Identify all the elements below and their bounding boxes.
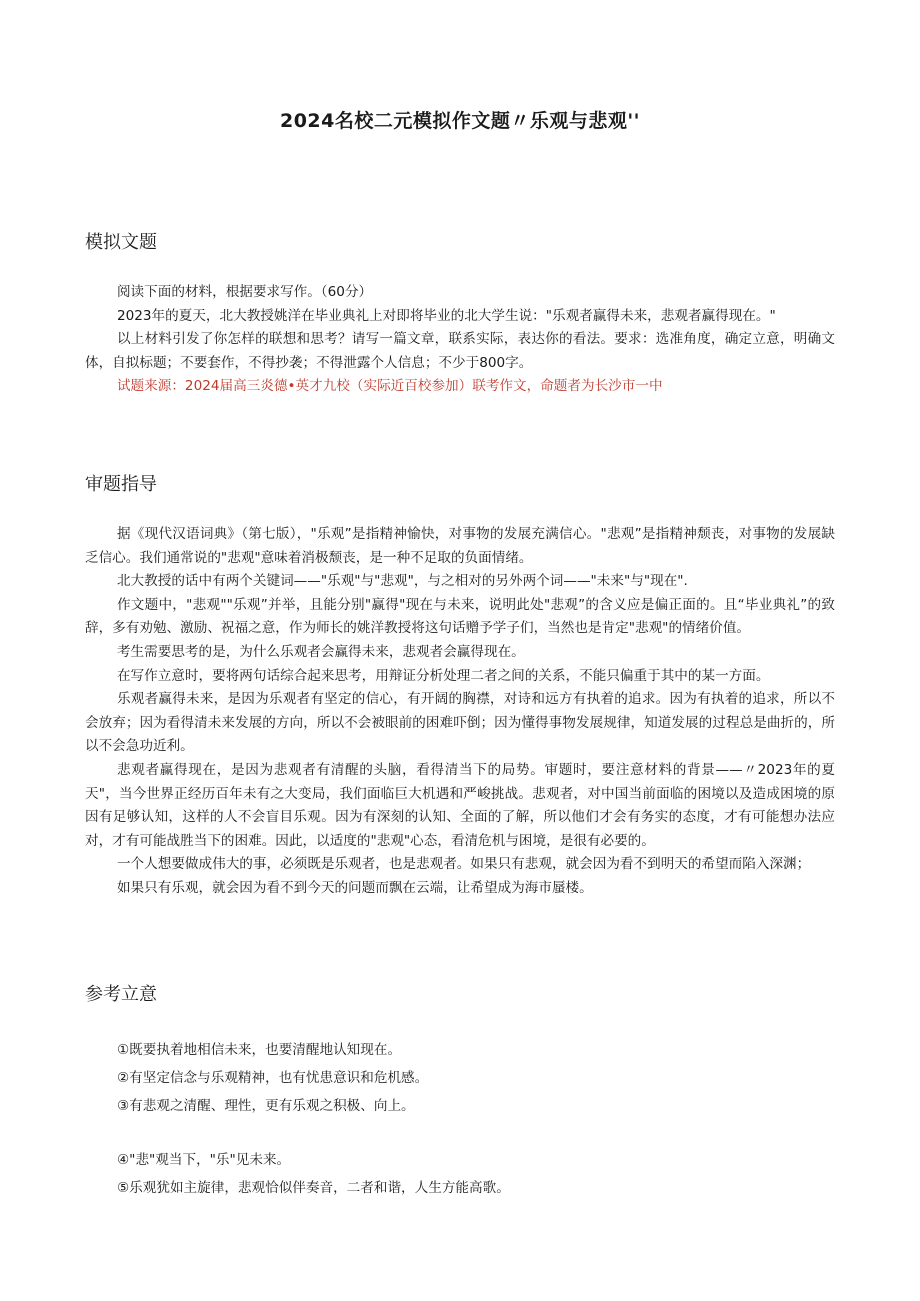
document-title: 2024名校二元模拟作文题〃乐观与悲观'' — [279, 110, 640, 132]
analysis-paragraph: 作文题中，"悲观""乐观”并举，且能分别"赢得"现在与未来，说明此处"悲观”的含义应是偏正面的。且“毕业典礼”的致辞，多有劝勉、激励、祝福之意，作为师长的姚洋教授将这句话赠予学子们，当然也是肯定"悲观"的情绪价值。 — [85, 596, 835, 637]
mock-prompt-body — [85, 281, 835, 399]
list-item: ②有坚定信念与乐观精神，也有忧患意识和危机感。 — [117, 1070, 429, 1086]
list-spacer — [117, 1120, 510, 1146]
analysis-paragraph: 据《现代汉语词典》（第七版），"乐观”是指精神愉快，对事物的发展充满信心。"悲观”是指精神颓丧，对事物的发展缺乏信心。我们通常说的"悲观"意味着消极颓丧，是一种不足取的负面情绪。 — [85, 526, 835, 566]
list-item: ③有悲观之清醒、理性，更有乐观之积极、向上。 — [117, 1098, 415, 1114]
prompt-source: 试题来源：2024届高三炎德•英才九校（实际近百校参加）联考作文，命题者为长沙市一中 — [116, 378, 663, 395]
analysis-paragraph: 乐观者赢得未来，是因为乐观者有坚定的信心，有开阔的胸襟，对诗和远方有执着的追求。因为有执着的追求，所以不会放弃；因为看得清未来发展的方向，所以不会被眼前的困难吓倒；因为懂得事物发展规律，知道发展的过程总是曲折的，所以不会急功近利。 — [85, 691, 835, 755]
list-item: ⑤乐观犹如主旋律，悲观恰似伴奏音，二者和谐，人生方能高歌。 — [117, 1180, 510, 1196]
reference-ideas-list — [117, 1036, 510, 1202]
prompt-material: 2023年的夏天，北大教授姚洋在毕业典礼上对即将毕业的北大学生说："乐观者赢得未来，悲观者赢得现在。" — [116, 307, 776, 324]
prompt-requirements: 以上材料引发了你怎样的联想和思考？请写一篇文章，联系实际，表达你的看法。要求：选准角度，确定立意，明确文体，自拟标题；不要套作，不得抄袭；不得泄露个人信息；不少于800字。 — [85, 331, 835, 371]
section-heading-reference-ideas: 参考立意 — [85, 984, 157, 1005]
analysis-continuation: 如果只有乐观，就会因为看不到今天的问题而飘在云端，让希望成为海市蜃楼。 — [116, 879, 593, 896]
analysis-paragraph: 考生需要思考的是，为什么乐观者会赢得未来，悲观者会赢得现在。 — [116, 643, 525, 660]
analysis-paragraph: 悲观者赢得现在，是因为悲观者有清醒的头脑，看得清当下的局势。审题时，要注意材料的背景——〃2023年的夏天"，当今世界正经历百年未有之大变局，我们面临巨大机遇和严峻挑战。悲观者，对中国当前面临的困境以及造成困境的原因有足够认知，这样的人不会盲目乐观。因为有深刻的认知、全面的了解，所以他们才会有务实的态度，才有可能想办法应对，才有可能战胜当下的困难。因此，以适度的"悲观"心态，看清危机与困境，是很有必要的。 — [85, 761, 835, 849]
list-item: ④"悲"观当下，"乐"见未来。 — [117, 1152, 291, 1168]
prompt-instruction: 阅读下面的材料，根据要求写作。（60分） — [116, 284, 373, 300]
analysis-paragraph: 在写作立意时，要将两句话综合起来思考，用辩证分析处理二者之间的关系，不能只偏重于其中的某一方面。 — [116, 667, 770, 684]
analysis-body — [85, 523, 835, 901]
analysis-paragraph: 一个人想要做成伟大的事，必须既是乐观者，也是悲观者。如果只有悲观，就会因为看不到明天的希望而陷入深渊； — [116, 856, 811, 873]
section-heading-mock-prompt: 模拟文题 — [85, 232, 157, 253]
analysis-paragraph: 北大教授的话中有两个关键词——"乐观"与"悲观"，与之相对的另外两个词——"未来"与"现在". — [116, 573, 688, 590]
section-heading-analysis: 审题指导 — [85, 474, 157, 495]
list-item: ①既要执着地相信未来，也要清醒地认知现在。 — [117, 1042, 402, 1058]
